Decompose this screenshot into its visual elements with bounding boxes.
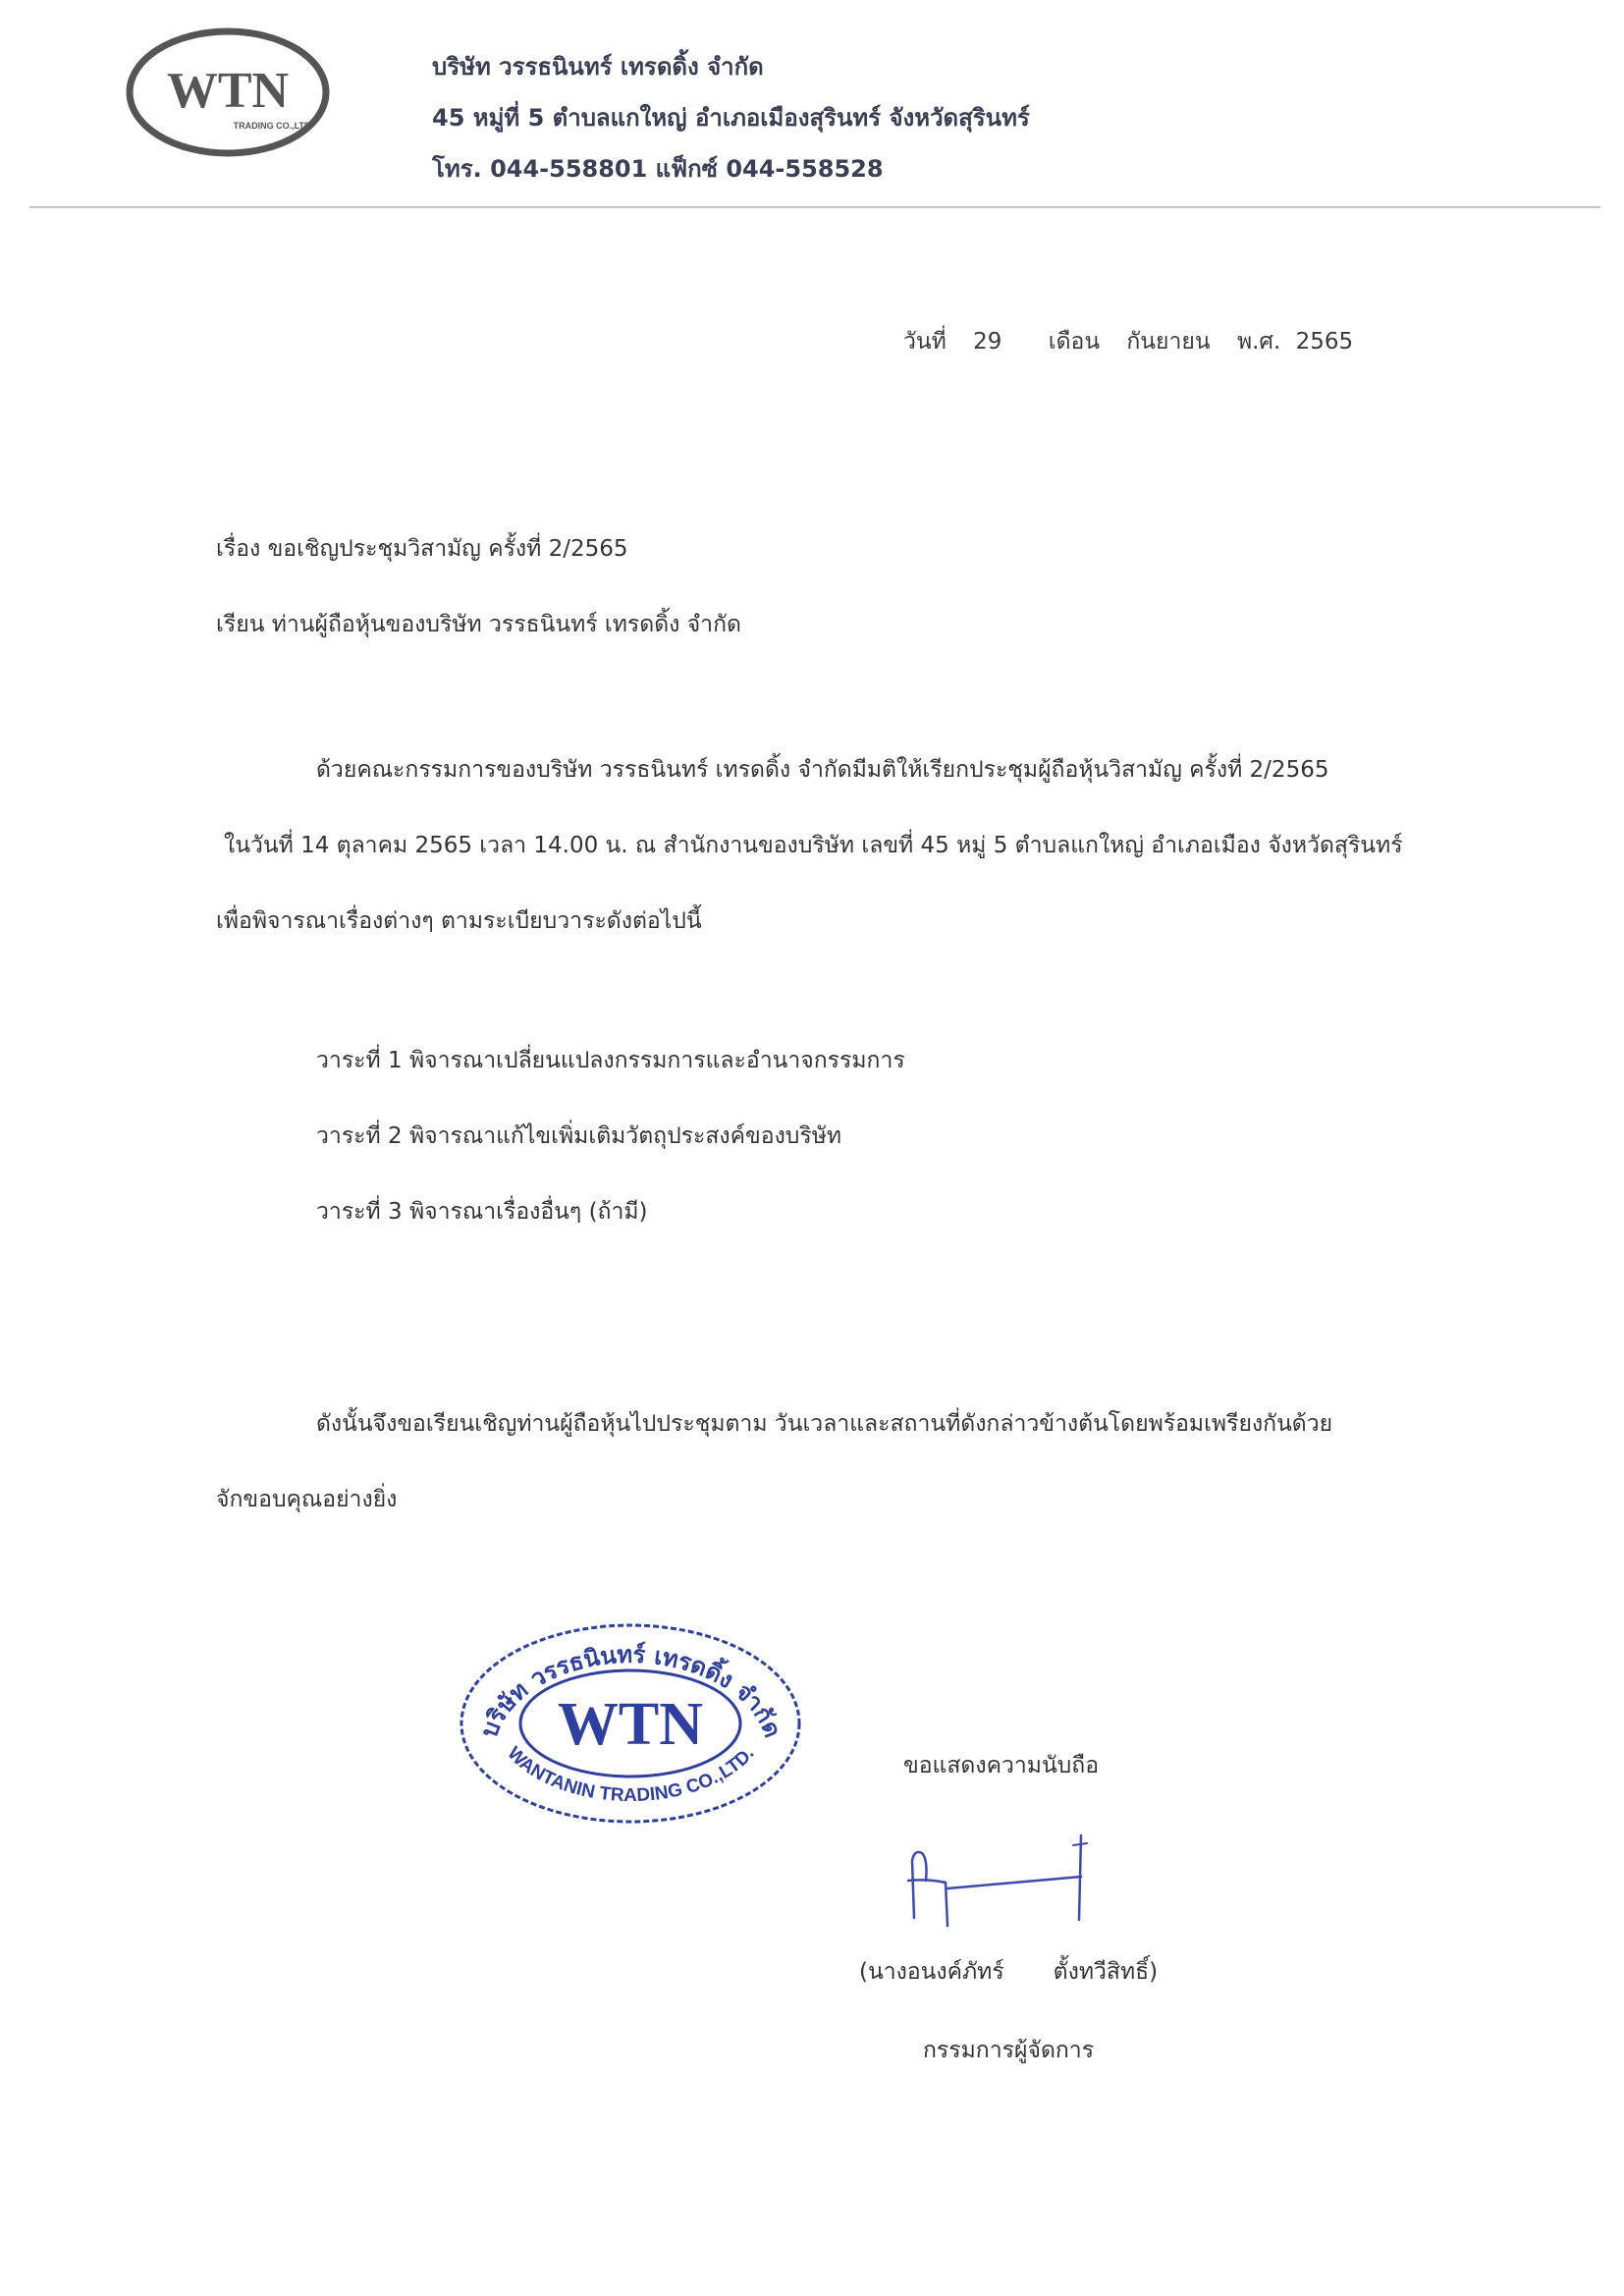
agenda-item-3: วาระที่ 3 พิจารณาเรื่องอื่นๆ (ถ้ามี): [316, 1199, 648, 1225]
stamp-center-text: WTN: [557, 1691, 704, 1758]
signer-first-name: (นางอนงค์ภัทร์: [859, 1959, 1004, 1985]
stamp-bottom-text: WANTANIN TRADING CO.,LTD.: [503, 1743, 759, 1807]
date-month-label: เดือน: [1048, 329, 1101, 355]
company-name: บริษัท วรรธนินทร์ เทรดดิ้ง จำกัด: [432, 53, 764, 81]
date-day: 29: [973, 329, 1002, 355]
agenda-item-2: วาระที่ 2 พิจารณาแก้ไขเพิ่มเติมวัตถุประสงค์ของบริษัท: [316, 1123, 842, 1149]
intro-line-1: ด้วยคณะกรรมการของบริษัท วรรธนินทร์ เทรดดิ้ง จำกัดมีมติให้เรียกประชุมผู้ถือหุ้นวิสามัญ ครั้งที่ 2/2565: [316, 757, 1329, 783]
signer-name: [859, 1954, 1158, 1990]
date-year: 2565: [1295, 329, 1354, 355]
conclusion-line-2: จักขอบคุณอย่างยิ่ง: [216, 1487, 398, 1512]
subject-line: เรื่อง ขอเชิญประชุมวิสามัญ ครั้งที่ 2/2565: [216, 536, 628, 562]
logo-text: WTN: [166, 63, 290, 119]
date-day-label: วันที่: [903, 329, 947, 355]
stamp-top-text: บริษัท วรรธนินทร์ เทรดดิ้ง จำกัด: [474, 1640, 787, 1742]
closing-salutation: ขอแสดงความนับถือ: [903, 1753, 1100, 1778]
company-address: 45 หมู่ที่ 5 ตำบลแกใหญ่ อำเภอเมืองสุรินทร์ จังหวัดสุรินทร์: [432, 104, 1030, 132]
company-info: [432, 41, 1030, 194]
letter-date: [903, 324, 1353, 359]
date-year-label: พ.ศ.: [1236, 329, 1281, 355]
signer-title: กรรมการผู้จัดการ: [923, 2038, 1095, 2063]
signature: [898, 1831, 1114, 1930]
company-stamp: [452, 1601, 805, 1827]
signer-last-name: ตั้งทวีสิทธิ์): [1053, 1959, 1159, 1985]
date-month: กันยายน: [1126, 329, 1211, 355]
recipient-line: เรียน ท่านผู้ถือหุ้นของบริษัท วรรธนินทร์ เทรดดิ้ง จำกัด: [216, 612, 741, 637]
intro-line-2: ในวันที่ 14 ตุลาคม 2565 เวลา 14.00 น. ณ สำนักงานของบริษัท เลขที่ 45 หมู่ 5 ตำบลแกใหญ่ อำเภอเมือง จังหวัดสุรินทร์: [224, 833, 1403, 858]
header-divider: [29, 206, 1600, 208]
agenda-item-1: วาระที่ 1 พิจารณาเปลี่ยนแปลงกรรมการและอำนาจกรรมการ: [316, 1048, 905, 1073]
conclusion-line-1: ดังนั้นจึงขอเรียนเชิญท่านผู้ถือหุ้นไปประชุมตาม วันเวลาและสถานที่ดังกล่าวข้างต้นโดยพร้อมเพรียงกันด้วย: [316, 1411, 1333, 1437]
company-contact: โทร. 044-558801 แฟ็กซ์ 044-558528: [432, 155, 884, 183]
company-logo: [125, 27, 331, 159]
letterhead: [0, 0, 1624, 211]
logo-subtext: TRADING CO.,LTD: [233, 121, 311, 131]
intro-line-3: เพื่อพิจารณาเรื่องต่างๆ ตามระเบียบวาระดังต่อไปนี้: [216, 908, 702, 934]
